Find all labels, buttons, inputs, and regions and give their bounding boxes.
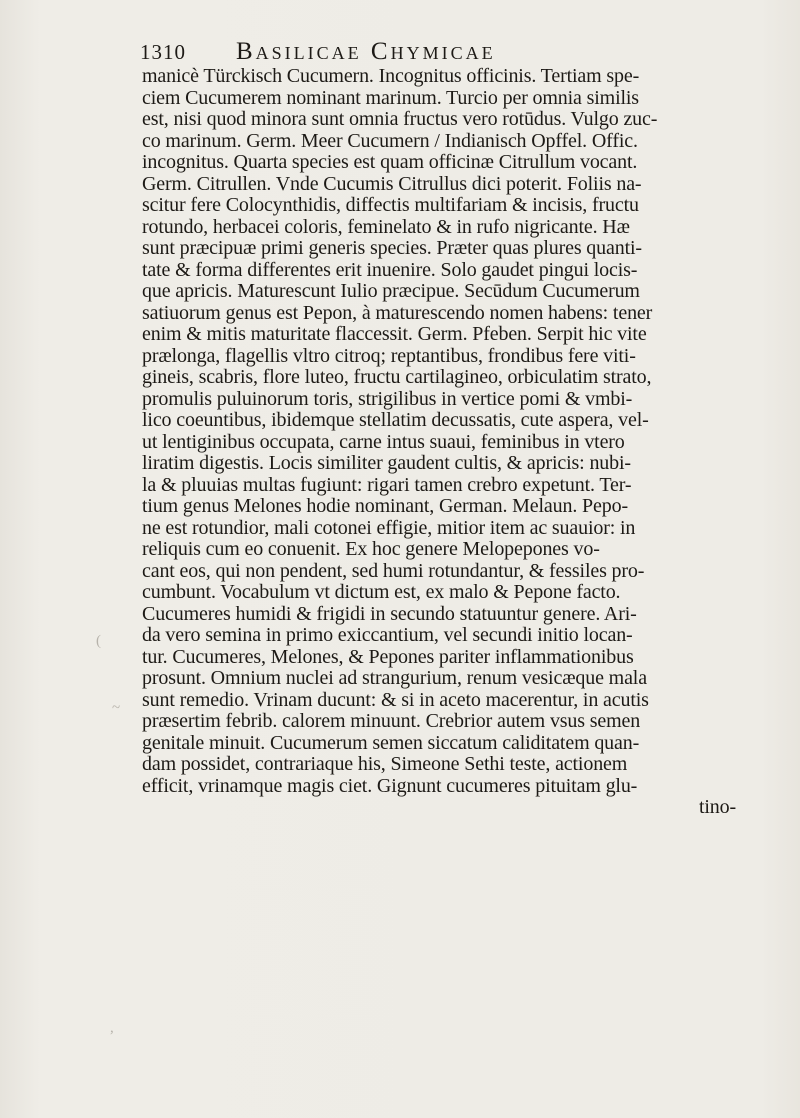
text-line: scitur fere Colocynthidis, diffectis multifariam & incisis, fructu [142, 195, 639, 216]
text-line: sunt præcipuæ primi generis species. Præter quas plures quanti- [142, 238, 642, 259]
text-line: lico coeuntibus, ibidemque stellatim decussatis, cute aspera, vel- [142, 410, 649, 431]
running-head: Basilicae Chymicae [236, 38, 496, 65]
text-line: promulis puluinorum toris, strigilibus in vertice pomi & vmbi- [142, 388, 633, 410]
text-line: genitale minuit. Cucumerum semen siccatum caliditatem quan- [142, 732, 640, 754]
text-line: tium genus Melones hodie nominant, German. Melaun. Pepo- [142, 496, 628, 517]
text-line: ne est rotundior, mali cotonei effigie, mitior item ac suauior: in [142, 517, 636, 539]
text-line: prælonga, flagellis vltro citroq; reptantibus, frondibus fere viti- [142, 345, 636, 367]
margin-mark: ( [96, 633, 101, 649]
catchword: tino- [698, 797, 736, 818]
text-line: cant eos, qui non pendent, sed humi rotundantur, & fessiles pro- [142, 560, 645, 582]
text-line: rotundo, herbacei coloris, feminelato & in rufo nigricante. Hæ [142, 216, 630, 238]
margin-mark: ~ [112, 700, 121, 716]
text-line: da vero semina in primo exiccantium, vel secundi initio locan- [142, 625, 633, 646]
text-line: dam possidet, contrariaque his, Simeone Sethi teste, actionem [142, 754, 628, 775]
text-line: tate & forma differentes erit inuenire. Solo gaudet pingui locis- [142, 259, 638, 281]
text-line: ciem Cucumerem nominant marinum. Turcio per omnia similis [142, 87, 639, 109]
text-line: la & pluuias multas fugiunt: rigari tamen crebro expetunt. Ter- [142, 474, 632, 496]
text-line: est, nisi quod minora sunt omnia fructus vero rotūdus. Vulgo zuc- [142, 109, 658, 130]
body-text [142, 66, 772, 819]
text-line: Germ. Citrullen. Vnde Cucumis Citrullus dici poterit. Foliis na- [142, 173, 642, 195]
text-line: manicè Türckisch Cucumern. Incognitus officinis. Tertiam spe- [142, 66, 640, 87]
text-line: præsertim febrib. calorem minuunt. Crebrior autem vsus semen [142, 711, 641, 732]
text-line: co marinum. Germ. Meer Cucumern / Indianisch Opffel. Offic. [142, 130, 638, 152]
text-line: enim & mitis maturitate flaccessit. Germ. Pfeben. Serpit hic vite [142, 324, 647, 345]
text-line: efficit, vrinamque magis ciet. Gignunt cucumeres pituitam glu- [142, 775, 638, 797]
text-line: Cucumeres humidi & frigidi in secundo statuuntur genere. Ari- [142, 603, 637, 625]
text-line: reliquis cum eo conuenit. Ex hoc genere Melopepones vo- [142, 539, 600, 560]
margin-mark: , [110, 1020, 114, 1036]
text-line: sunt remedio. Vrinam ducunt: & si in aceto macerentur, in acutis [142, 689, 649, 711]
text-line: prosunt. Omnium nuclei ad strangurium, renum vesicæque mala [142, 668, 647, 689]
text-line: satiuorum genus est Pepon, à maturescendo nomen habens: tener [142, 302, 653, 324]
text-line: cumbunt. Vocabulum vt dictum est, ex malo & Pepone facto. [142, 582, 621, 603]
text-line: liratim digestis. Locis similiter gaudent cultis, & apricis: nubi- [142, 453, 631, 474]
page-number: 1310 [140, 40, 186, 64]
text-line: que apricis. Maturescunt Iulio præcipue. Secūdum Cucumerum [142, 281, 640, 302]
text-line: tur. Cucumeres, Melones, & Pepones pariter inflammationibus [142, 646, 634, 668]
text-line: gineis, scabris, flore luteo, fructu cartilagineo, orbiculatim strato, [142, 367, 652, 388]
text-line: incognitus. Quarta species est quam officinæ Citrullum vocant. [142, 152, 638, 173]
text-line: ut lentiginibus occupata, carne intus suaui, feminibus in vtero [142, 431, 625, 453]
